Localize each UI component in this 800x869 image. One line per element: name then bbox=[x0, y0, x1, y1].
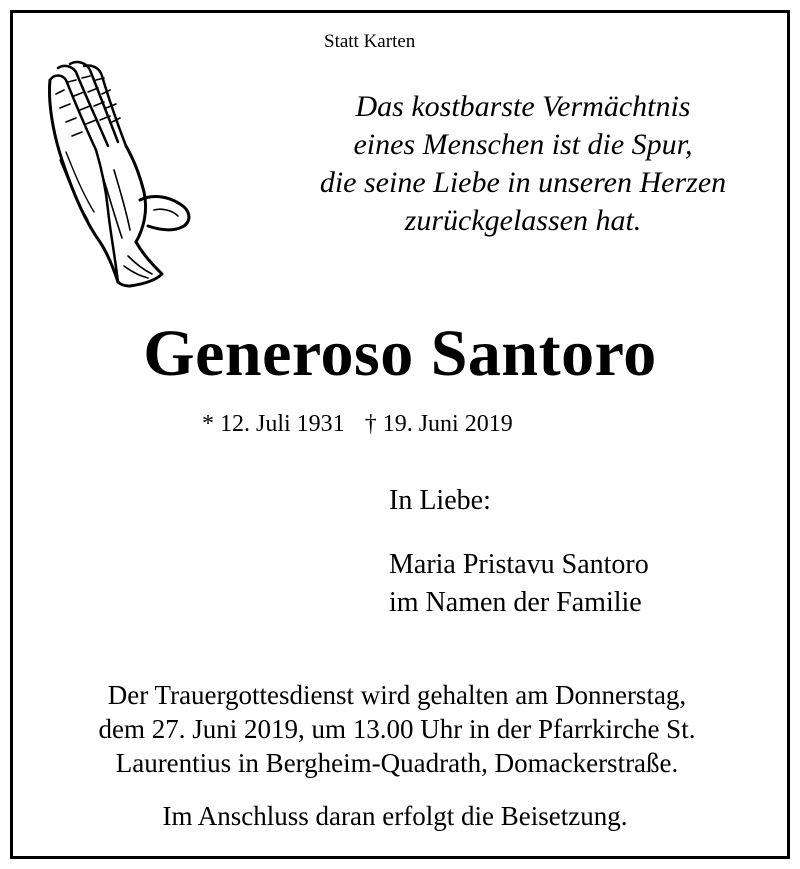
service-line: Laurentius in Bergheim-Quadrath, Domackerstraße. bbox=[115, 748, 679, 778]
burial-info: Im Anschluss daran erfolgt die Beisetzung. bbox=[162, 801, 628, 831]
quote-line: die seine Liebe in unseren Herzen bbox=[319, 166, 727, 199]
death-date: † 19. Juni 2019 bbox=[364, 411, 513, 437]
memorial-quote bbox=[250, 88, 796, 240]
deceased-name: Generoso Santoro bbox=[143, 317, 657, 390]
statt-karten-label: Statt Karten bbox=[324, 31, 416, 52]
quote-line: eines Menschen ist die Spur, bbox=[353, 128, 693, 161]
birth-date: * 12. Juli 1931 bbox=[202, 411, 345, 437]
mourners-list bbox=[389, 546, 649, 622]
quote-line: zurückgelassen hat. bbox=[404, 204, 642, 237]
life-dates bbox=[202, 410, 513, 438]
quote-line: Das kostbarste Vermächtnis bbox=[355, 90, 691, 123]
service-line: Der Trauergottesdienst wird gehalten am Donnerstag, bbox=[107, 680, 687, 710]
mourner-line: Maria Pristavu Santoro bbox=[389, 549, 649, 580]
mourner-line: im Namen der Familie bbox=[389, 587, 642, 618]
praying-hands-icon bbox=[44, 60, 196, 288]
funeral-service-info bbox=[0, 678, 794, 780]
service-line: dem 27. Juni 2019, um 13.00 Uhr in der Pfarrkirche St. bbox=[98, 714, 696, 744]
mourners-intro: In Liebe: bbox=[389, 485, 491, 516]
